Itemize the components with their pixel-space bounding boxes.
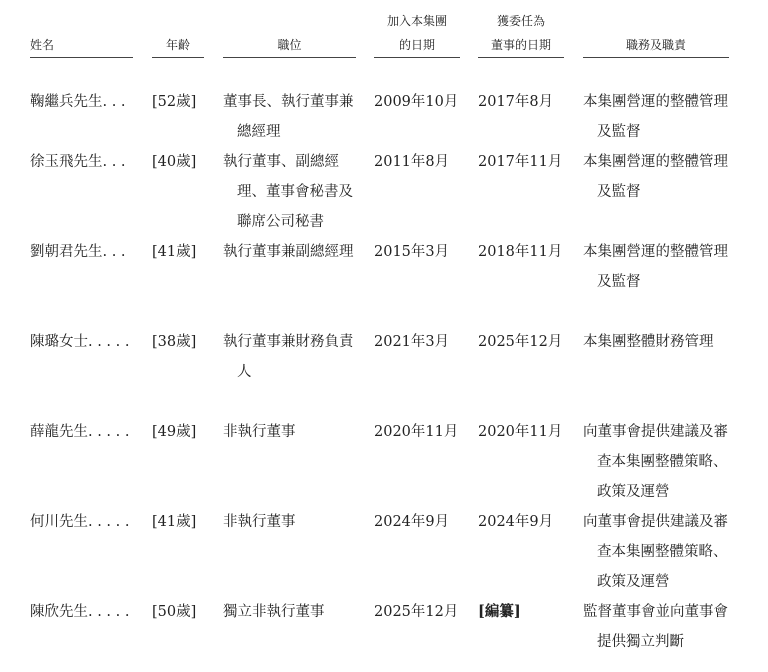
director-position-line: 人 (237, 364, 252, 380)
director-position-line: 非執行董事 (223, 424, 296, 440)
join-date: 2011年8月 (374, 154, 450, 170)
join-date: 2015年3月 (374, 244, 450, 260)
director-name: 何川先生. . . . . (30, 514, 130, 530)
director-name: 鞠繼兵先生. . . (30, 94, 126, 110)
director-duties-line: 政策及運營 (597, 574, 670, 590)
director-duties-line: 查本集團整體策略、 (597, 454, 728, 470)
director-position (223, 507, 296, 537)
director-position-line: 執行董事兼副總經理 (223, 244, 354, 260)
director-position (223, 417, 296, 447)
director-duties (583, 147, 728, 207)
director-position-line: 執行董事、副總經 (223, 154, 339, 170)
director-age: [49歲] (152, 424, 197, 440)
director-age: [41歲] (152, 514, 197, 530)
appointment-date: 2018年11月 (478, 244, 563, 260)
appointment-date: 2017年11月 (478, 154, 563, 170)
director-age: [38歲] (152, 334, 197, 350)
join-date: 2009年10月 (374, 94, 459, 110)
director-age: [52歲] (152, 94, 197, 110)
director-position-line: 獨立非執行董事 (223, 604, 325, 620)
header-rule-age (152, 57, 204, 58)
director-duties (583, 507, 728, 597)
director-duties-line: 政策及運營 (597, 484, 670, 500)
director-duties-line: 及監督 (597, 274, 641, 290)
header-duties: 職務及職責 (625, 38, 686, 52)
director-position-line: 董事長、執行董事兼 (223, 94, 354, 110)
director-duties-line: 本集團整體財務管理 (583, 334, 714, 350)
join-date: 2021年3月 (374, 334, 450, 350)
director-age: [41歲] (152, 244, 197, 260)
director-age: [50歲] (152, 604, 197, 620)
director-duties-line: 監督董事會並向董事會 (583, 604, 728, 620)
header-join-date-line2: 的日期 (398, 38, 435, 52)
header-age: 年齡 (165, 38, 190, 52)
header-rule-name (30, 57, 133, 58)
appointment-date: 2025年12月 (478, 334, 563, 350)
director-duties-line: 向董事會提供建議及審 (583, 514, 728, 530)
director-name: 薛龍先生. . . . . (30, 424, 130, 440)
director-name: 陳欣先生. . . . . (30, 604, 130, 620)
appointment-date: [編纂] (478, 603, 521, 620)
director-position-line: 執行董事兼財務負責 (223, 334, 354, 350)
header-appoint-date-line2: 董事的日期 (490, 38, 551, 52)
director-position (223, 87, 354, 147)
director-position (223, 327, 354, 387)
join-date: 2024年9月 (374, 514, 450, 530)
director-position (223, 597, 325, 627)
director-position-line: 理、董事會秘書及 (237, 184, 353, 200)
header-appoint-date-line1: 獲委任為 (496, 14, 545, 28)
appointment-date: 2024年9月 (478, 514, 554, 530)
director-duties-line: 向董事會提供建議及審 (583, 424, 728, 440)
header-name: 姓名 (30, 38, 55, 52)
director-name: 陳璐女士. . . . . (30, 334, 130, 350)
appointment-date: 2017年8月 (478, 94, 554, 110)
director-duties (583, 237, 728, 297)
director-position-line: 總經理 (237, 124, 281, 140)
director-duties (583, 327, 714, 357)
appointment-date: 2020年11月 (478, 424, 563, 440)
director-duties (583, 597, 728, 657)
director-position (223, 147, 353, 237)
director-position (223, 237, 354, 267)
director-duties-line: 及監督 (597, 184, 641, 200)
director-age: [40歲] (152, 154, 197, 170)
join-date: 2025年12月 (374, 604, 459, 620)
director-duties-line: 本集團營運的整體管理 (583, 154, 728, 170)
director-duties-line: 本集團營運的整體管理 (583, 94, 728, 110)
director-duties-line: 提供獨立判斷 (597, 634, 684, 650)
director-name: 劉朝君先生. . . (30, 244, 126, 260)
director-duties-line: 本集團營運的整體管理 (583, 244, 728, 260)
director-position-line: 非執行董事 (223, 514, 296, 530)
header-rule-appoint-date (478, 57, 564, 58)
director-duties-line: 查本集團整體策略、 (597, 544, 728, 560)
header-rule-join-date (374, 57, 460, 58)
director-duties (583, 417, 728, 507)
header-join-date-line1: 加入本集團 (386, 14, 447, 28)
director-name: 徐玉飛先生. . . (30, 154, 126, 170)
director-duties-line: 及監督 (597, 124, 641, 140)
header-rule-duties (583, 57, 729, 58)
director-duties (583, 87, 728, 147)
director-position-line: 聯席公司秘書 (237, 214, 324, 230)
join-date: 2020年11月 (374, 424, 459, 440)
header-rule-position (223, 57, 356, 58)
header-position: 職位 (277, 38, 302, 52)
